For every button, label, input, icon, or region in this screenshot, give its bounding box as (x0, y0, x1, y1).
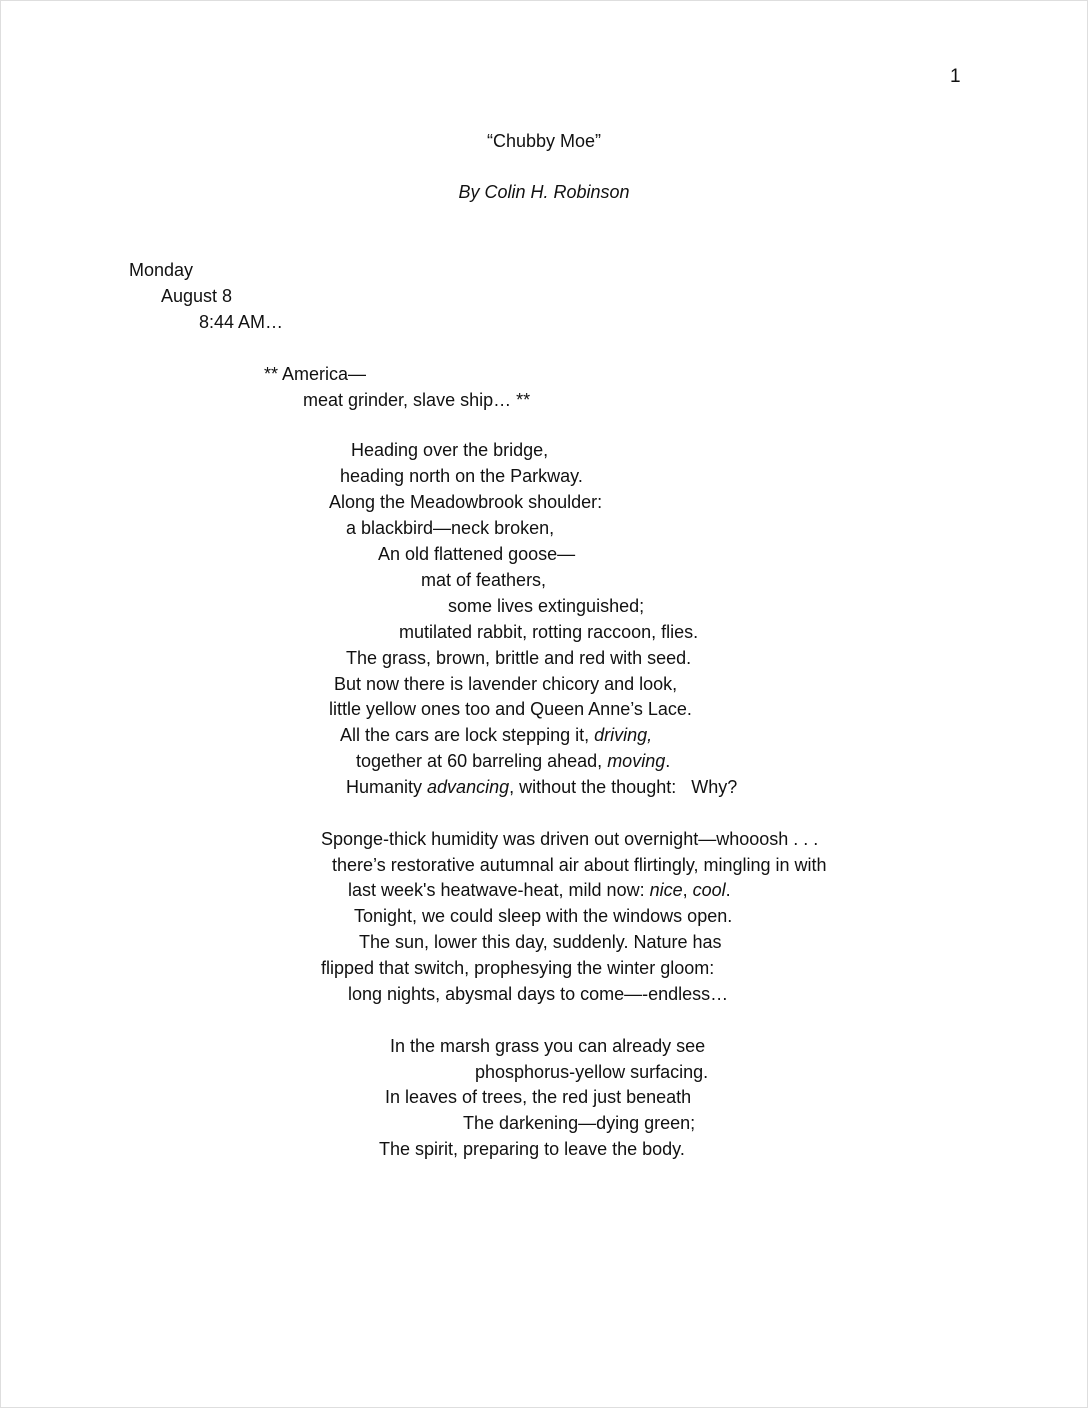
poem-line (356, 750, 670, 772)
emphasis-text: driving, (594, 725, 653, 745)
poem-line: In leaves of trees, the red just beneath (385, 1087, 692, 1107)
poem-line (346, 776, 737, 798)
dateline-date: August 8 (161, 286, 233, 306)
emphasis-text: moving (607, 751, 666, 771)
poem-line: But now there is lavender chicory and look, (334, 674, 678, 694)
dateline-day: Monday (129, 260, 194, 280)
poem-line: Sponge-thick humidity was driven out overnight—whooosh . . . (321, 829, 819, 849)
emphasis-text: cool (692, 880, 726, 900)
poem-line: Heading over the bridge, (351, 440, 549, 460)
poem-line: there’s restorative autumnal air about flirtingly, mingling in with (332, 855, 827, 875)
poem-text: , (682, 880, 693, 900)
poem-line: heading north on the Parkway. (340, 466, 583, 486)
poem-line: Along the Meadowbrook shoulder: (329, 492, 603, 512)
poem-line: little yellow ones too and Queen Anne’s Lace. (329, 699, 692, 719)
dateline-time: 8:44 AM… (199, 312, 284, 332)
poem-line: In the marsh grass you can already see (390, 1036, 706, 1056)
emphasis-text: advancing (427, 777, 510, 797)
poem-line: Tonight, we could sleep with the windows open. (354, 906, 733, 926)
poem-line: mutilated rabbit, rotting raccoon, flies. (399, 622, 699, 642)
poem-line (340, 724, 652, 746)
epigraph-line: ** America— (264, 364, 367, 384)
poem-line: mat of feathers, (421, 570, 547, 590)
poem-text: Humanity (346, 777, 428, 797)
poem-line: a blackbird—neck broken, (346, 518, 555, 538)
poem-line: long nights, abysmal days to come—-endless… (348, 984, 729, 1004)
poem-text: All the cars are lock stepping it, (340, 725, 595, 745)
poem-line: The grass, brown, brittle and red with seed. (346, 648, 692, 668)
page-number: 1 (950, 66, 961, 87)
poem-line (348, 879, 731, 901)
epigraph-line: meat grinder, slave ship… ** (303, 390, 531, 410)
poem-line: phosphorus-yellow surfacing. (475, 1062, 709, 1082)
poem-text: last week's heatwave-heat, mild now: (348, 880, 650, 900)
poem-text: . (665, 751, 671, 771)
poem-line: flipped that switch, prophesying the winter gloom: (321, 958, 715, 978)
poem-line: The sun, lower this day, suddenly. Nature has (359, 932, 722, 952)
poem-title: “Chubby Moe” (486, 131, 602, 151)
byline: By Colin H. Robinson (458, 182, 630, 202)
poem-text: together at 60 barreling ahead, (356, 751, 608, 771)
poem-line: The darkening—dying green; (463, 1113, 696, 1133)
poem-text: . (725, 880, 731, 900)
poem-line: An old flattened goose— (378, 544, 576, 564)
poem-line: The spirit, preparing to leave the body. (379, 1139, 685, 1159)
emphasis-text: nice (649, 880, 683, 900)
poem-text: , without the thought: Why? (509, 777, 738, 797)
poem-line: some lives extinguished; (448, 596, 645, 616)
